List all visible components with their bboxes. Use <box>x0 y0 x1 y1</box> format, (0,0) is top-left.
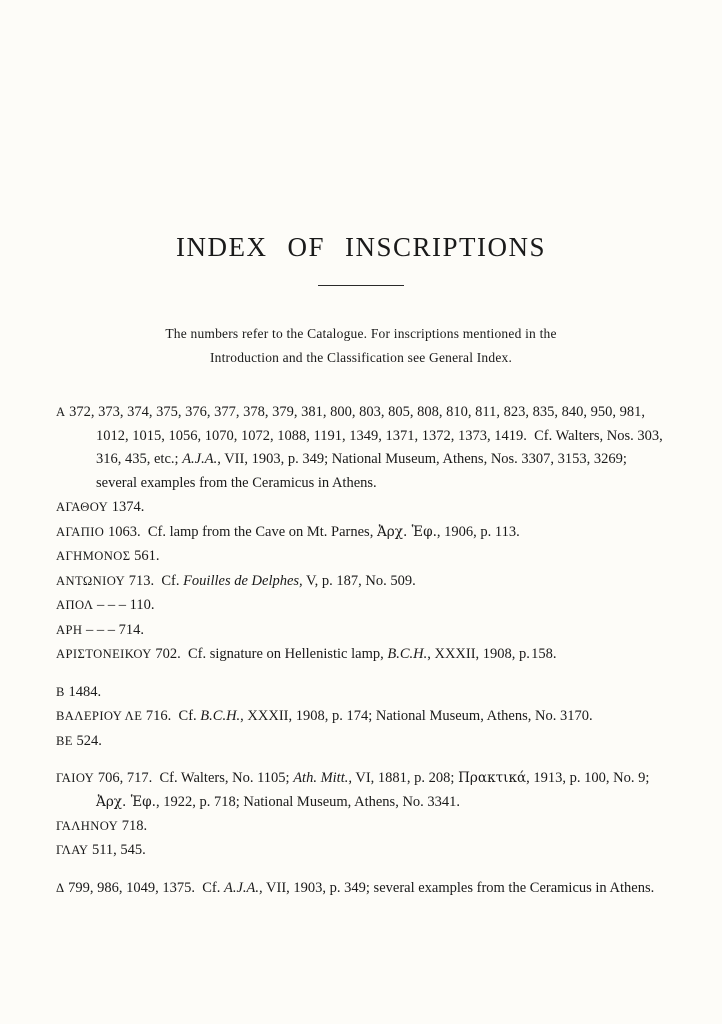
entry-text: 706, 717. Cf. Walters, No. 1105; Ath. Mitt., VI, 1881, p. 208; Πρακτικά, 1913, p. 100, No. 9; Ἀρχ. Ἑφ., 1922, p. 718; National Museum, Athens, No. 3341. <box>96 770 650 810</box>
entry-lemma: ΓΛΑΥ <box>56 843 89 858</box>
index-entry <box>56 496 666 519</box>
entry-lemma: ΑΓΑΘΟΥ <box>56 500 109 515</box>
entry-text: 1484. <box>68 683 102 700</box>
index-note-line-1: The numbers refer to the Catalogue. For inscriptions mentioned in the <box>165 326 557 341</box>
entry-lemma: Δ <box>56 880 65 895</box>
entry-lemma: Β <box>56 684 65 699</box>
index-entry <box>56 521 666 544</box>
entry-text: 511, 545. <box>91 842 146 859</box>
entry-text: 524. <box>76 732 102 749</box>
entry-text: – – – 110. <box>97 597 155 614</box>
page-title-word-1: INDEX <box>175 232 268 262</box>
entry-text: 1063. Cf. lamp from the Cave on Mt. Parnes, Ἀρχ. Ἑφ., 1906, p. 113. <box>107 523 520 540</box>
entry-lemma: ΒΑΛΕΡΙΟΥ ΛΕ <box>56 709 143 724</box>
entry-lemma: ΓΑΙΟΥ <box>56 771 95 786</box>
entry-group-separator <box>56 864 666 877</box>
entry-text: 713. Cf. Fouilles de Delphes, V, p. 187, No. 509. <box>128 572 416 589</box>
index-entry <box>56 877 666 900</box>
entry-lemma: ΓΑΛΗΝΟΥ <box>56 819 119 833</box>
index-note-line-2: Introduction and the Classification see General Index. <box>209 349 513 365</box>
index-entry <box>56 570 666 593</box>
entry-lemma: Α <box>56 405 66 420</box>
entry-text: 799, 986, 1049, 1375. Cf. A.J.A., VII, 1903, p. 349; several examples from the Ceramicus in Athens. <box>68 879 655 896</box>
entry-text: 1374. <box>111 499 145 516</box>
entry-text: 702. Cf. signature on Hellenistic lamp, B.C.H., XXXII, 1908, p. 158. <box>155 646 557 663</box>
entry-lemma: ΒΕ <box>56 733 73 748</box>
index-entry <box>56 705 666 728</box>
entry-text: 716. Cf. B.C.H., XXXII, 1908, p. 174; National Museum, Athens, No. 3170. <box>145 708 593 725</box>
entry-lemma: ΑΝΤΩΝΙΟΥ <box>56 573 126 588</box>
index-entry <box>56 594 666 617</box>
entry-text: 561. <box>134 548 160 565</box>
title-divider <box>318 285 404 286</box>
index-entry <box>56 401 666 495</box>
entry-lemma: ΑΡΙΣΤΟΝΕΙΚΟΥ <box>56 647 152 662</box>
entry-lemma: ΑΡΗ <box>56 622 83 637</box>
page-title <box>56 0 666 263</box>
index-entry <box>56 545 666 568</box>
page-title-word-2: OF <box>287 232 325 262</box>
entry-lemma: ΑΓΗΜΟΝΟΣ <box>56 549 131 564</box>
entry-group-separator <box>56 754 666 767</box>
entry-lemma: ΑΠΟΛ <box>56 598 94 613</box>
index-entry <box>56 681 666 704</box>
entry-lemma: ΑΓΑΠΙΟ <box>56 524 105 539</box>
page-title-word-3: INSCRIPTIONS <box>344 232 547 262</box>
index-entry <box>56 643 666 666</box>
index-entry-list <box>56 401 666 900</box>
index-entry <box>56 839 666 862</box>
index-entry <box>56 815 666 838</box>
entry-text: 372, 373, 374, 375, 376, 377, 378, 379, 381, 800, 803, 805, 808, 810, 811, 823, 835, 840, 950, 981, 1012, 1015, 1056, 1070, 1072, 1088, 1191, 1349, 1371, 1372, 1373, 1419. Cf. Walters, Nos. 303, 316, 435, etc.; A.J.A., VII, 1903, p. 349; National Museum, Athens, Nos. 3307, 3153, 3269; several examples from the Ceramicus in Athens. <box>69 404 663 491</box>
index-entry <box>56 619 666 642</box>
index-note <box>81 322 641 369</box>
entry-text: – – – 714. <box>86 621 145 638</box>
entry-group-separator <box>56 668 666 681</box>
index-entry <box>56 730 666 753</box>
index-entry <box>56 767 666 814</box>
entry-text: 718. <box>121 818 148 834</box>
